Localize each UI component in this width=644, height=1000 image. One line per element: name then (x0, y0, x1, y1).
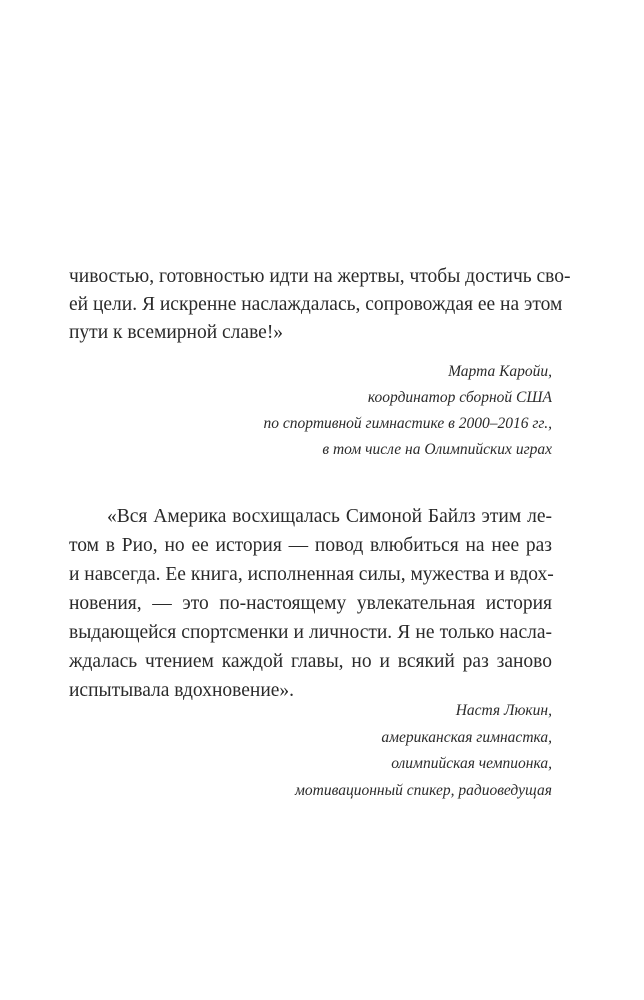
attribution-line: в том числе на Олимпийских играх (322, 441, 552, 458)
quote-line: том в Рио, но ее история — повод влюбиться на нее раз (69, 535, 552, 556)
quote-line: «Вся Америка восхищалась Симоной Байлз этим ле- (107, 506, 552, 527)
attribution-line: координатор сборной США (367, 389, 552, 406)
quote-line: и навсегда. Ее книга, исполненная силы, мужества и вдох- (69, 564, 554, 585)
attribution-line: мотивационный спикер, радиоведущая (295, 782, 552, 799)
quote-line: чивостью, готовностью идти на жертвы, чтобы достичь сво- (69, 266, 571, 287)
attribution-name: Настя Люкин, (455, 702, 552, 719)
quote-line: пути к всемирной славе!» (69, 322, 284, 343)
attribution-name: Марта Каройи, (448, 363, 552, 380)
quote-line: ждалась чтением каждой главы, но и всякий раз заново (69, 651, 552, 672)
attribution-line: олимпийская чемпионка, (391, 755, 552, 772)
quote-line: испытывала вдохновение». (69, 680, 295, 701)
quote-line: ей цели. Я искренне наслаждалась, сопровождая ее на этом (69, 294, 563, 315)
attribution-line: американская гимнастка, (381, 729, 552, 746)
quote-line: новения, — это по-настоящему увлекательная история (69, 593, 552, 614)
quote-line: выдающейся спортсменки и личности. Я не только насла- (69, 622, 552, 643)
attribution-line: по спортивной гимнастике в 2000–2016 гг., (263, 415, 552, 432)
